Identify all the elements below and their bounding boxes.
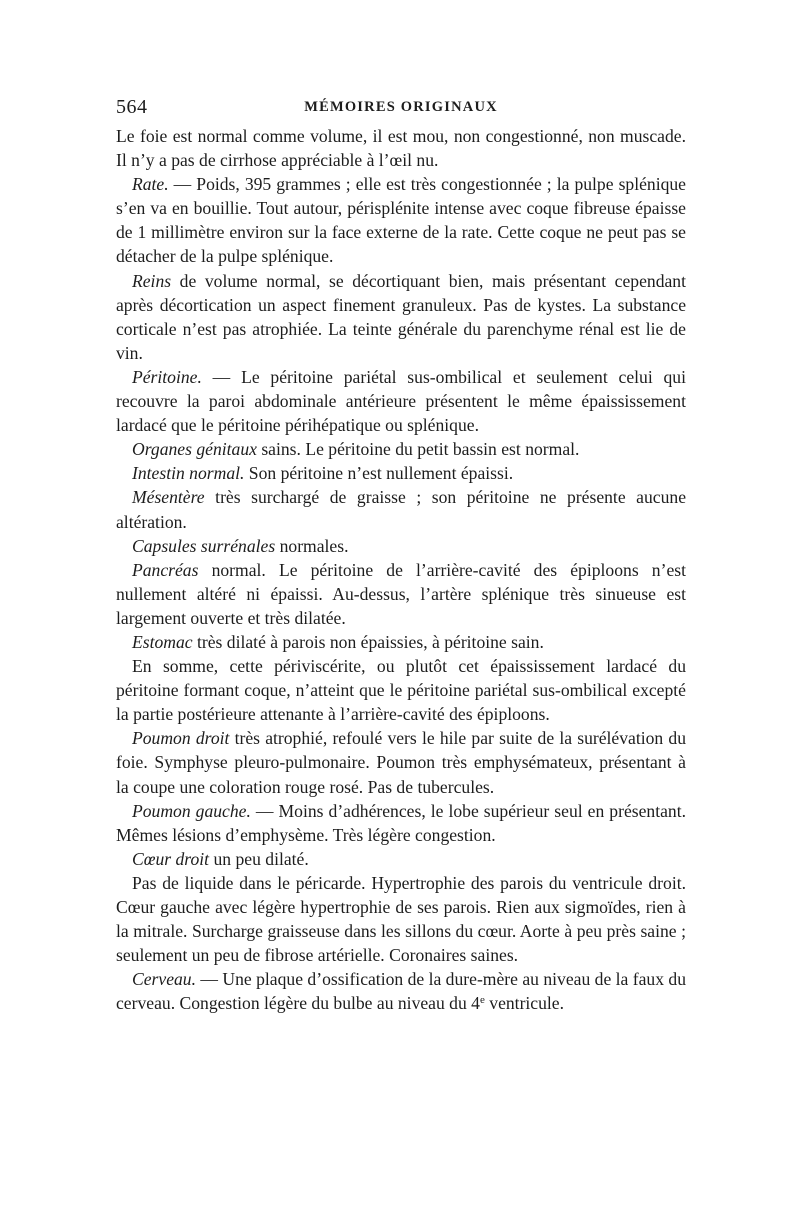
paragraph-organes: Organes génitaux sains. Le péritoine du petit bassin est normal. — [132, 439, 580, 460]
paragraph-intestin: Intestin normal. Son péritoine n’est nullement épaissi. — [132, 463, 514, 484]
paragraph-somme: En somme, cette périviscérite, ou plutôt cet épaississement lardacé du péritoine formant coque, n’atteint que le péritoine pariétal sus-ombilical excepté la partie postérieure attenante à l’arrière-cavité des épiploons. — [116, 656, 686, 725]
paragraph-poumon-gauche: Poumon gauche. — Moins d’adhérences, le lobe supérieur seul en présentant. Mêmes lésions d’emphysème. Très légère congestion. — [116, 800, 686, 845]
paragraph-estomac: Estomac très dilaté à parois non épaissies, à péritoine sain. — [132, 631, 544, 652]
term-rate: Rate. — [132, 174, 169, 195]
page-number: 564 — [116, 96, 148, 118]
term-organes: Organes génitaux — [132, 439, 257, 460]
term-poumon-droit: Poumon droit — [132, 728, 230, 749]
paragraph-pericarde: Pas de liquide dans le péricarde. Hypertrophie des parois du ventricule droit. Cœur gauche avec légère hypertrophie de ses parois. Rien aux sigmoïdes, rien à la mitrale. Surcharge graisseuse dans les sillons du cœur. Aorte à peu près saine ; seulement un peu de fibrose artérielle. Coronaires saines. — [116, 872, 686, 966]
page-header — [116, 96, 686, 124]
paragraph-capsules: Capsules surrénales normales. — [132, 535, 349, 556]
term-poumon-gauche: Poumon gauche. — [132, 800, 251, 821]
superscript-e: e — [479, 994, 485, 1007]
running-title: MÉMOIRES ORIGINAUX — [304, 99, 498, 115]
paragraph-foie: Le foie est normal comme volume, il est mou, non congestionné, non muscade. Il n’y a pas de cirrhose appréciable à l’œil nu. — [116, 126, 686, 171]
paragraph-pancreas: Pancréas normal. Le péritoine de l’arrière-cavité des épiploons n’est nullement altéré ni épaissi. Au-dessus, l’artère splénique très sinueuse est largement ouverte et très dilatée. — [116, 559, 686, 628]
paragraph-coeur-droit: Cœur droit un peu dilaté. — [132, 848, 309, 869]
body-text — [116, 124, 686, 1015]
term-estomac: Estomac — [132, 631, 193, 652]
term-pancreas: Pancréas — [132, 559, 199, 580]
paragraph-mesentere: Mésentère très surchargé de graisse ; son péritoine ne présente aucune altération. — [116, 487, 686, 532]
term-mesentere: Mésentère — [132, 487, 205, 508]
paragraph-cerveau: Cerveau. — Une plaque d’ossification de la dure-mère au niveau de la faux du cerveau. Congestion légère du bulbe au niveau du 4e ventricule. — [116, 969, 687, 1014]
term-capsules: Capsules surrénales — [132, 535, 276, 556]
page — [116, 96, 686, 1015]
paragraph-reins: Reins de volume normal, se décortiquant bien, mais présentant cependant après décortication un aspect finement granuleux. Pas de kystes. La substance corticale n’est pas atrophiée. La teinte générale du parenchyme rénal est lie de vin. — [116, 270, 686, 363]
term-intestin: Intestin normal. — [132, 463, 245, 484]
term-coeur-droit: Cœur droit — [132, 848, 210, 869]
term-cerveau: Cerveau. — [132, 969, 197, 990]
term-reins: Reins — [132, 270, 172, 291]
paragraph-rate: Rate. — Poids, 395 grammes ; elle est très congestionnée ; la pulpe splénique s’en va en bouillie. Tout autour, périsplénite intense avec coque fibreuse épaisse de 1 millimètre environ sur la face externe de la rate. Cette coque ne peut pas se détacher de la pulpe splénique. — [116, 174, 686, 267]
paragraph-peritoine: Péritoine. — Le péritoine pariétal sus-ombilical et seulement celui qui recouvre la paroi abdominale antérieure présentent le même épaississement lardacé que le péritoine périhépatique ou splénique. — [116, 366, 686, 436]
term-peritoine: Péritoine. — [132, 366, 202, 387]
paragraph-poumon-droit: Poumon droit très atrophié, refoulé vers le hile par suite de la surélévation du foie. Symphyse pleuro-pulmonaire. Poumon très emphysémateux, présentant à la coupe une coloration rouge rosé. Pas de tubercules. — [116, 728, 686, 797]
